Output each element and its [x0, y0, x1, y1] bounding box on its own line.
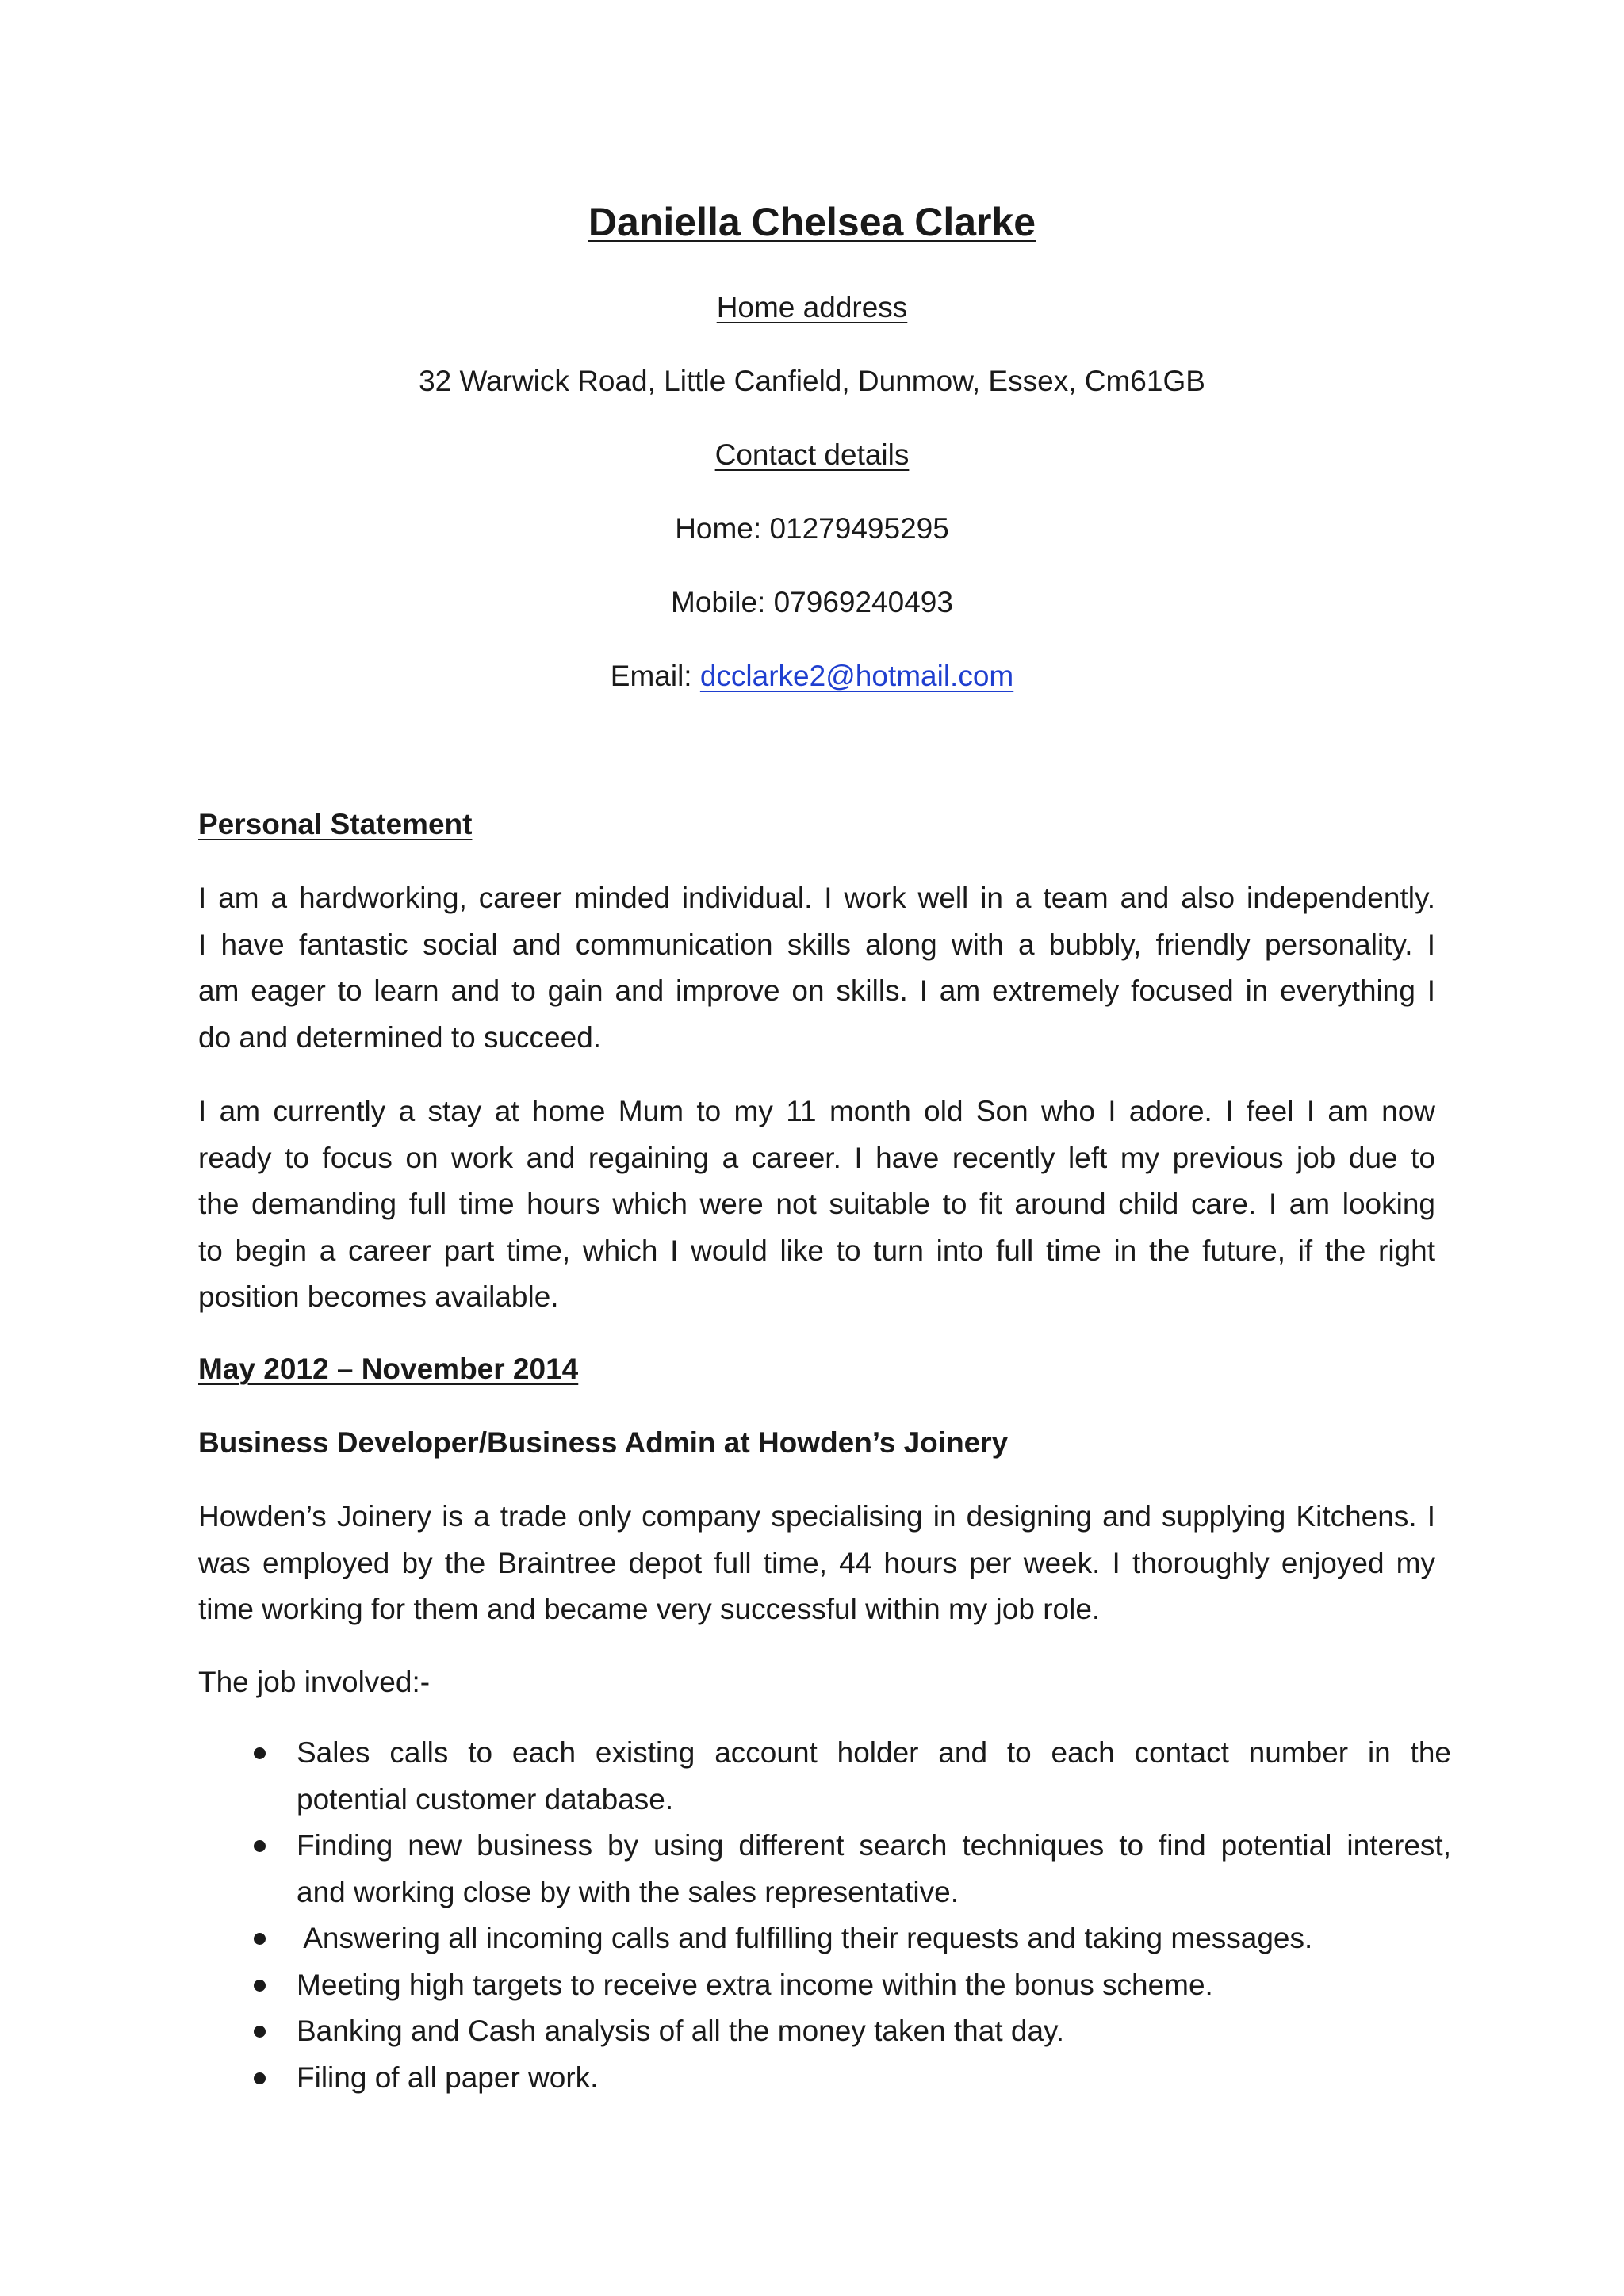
job-description	[198, 1494, 1435, 1633]
list-item	[198, 1730, 1451, 1823]
list-item-text: Banking and Cash analysis of all the money taken that day.	[297, 2015, 1065, 2047]
paragraph-line: am eager to learn and to gain and improve on skills. I am extremely focused in everything I	[198, 974, 1435, 1007]
paragraph-line: do and determined to succeed.	[198, 1020, 602, 1054]
list-item-text: potential customer database.	[297, 1782, 674, 1816]
paragraph-line: was employed by the Braintree depot full time, 44 hours per week. I thoroughly enjoyed my	[198, 1546, 1435, 1579]
list-item	[198, 1823, 1451, 1915]
list-item	[198, 2008, 1451, 2055]
paragraph-line: I am currently a stay at home Mum to my 11 month old Son who I adore. I feel I am now	[198, 1095, 1435, 1127]
list-item-text: Finding new business by using different search techniques to find potential interest,	[297, 1829, 1451, 1862]
address-text: 32 Warwick Road, Little Canfield, Dunmow, Essex, Cm61GB	[419, 365, 1205, 397]
contact-details-label: Contact details	[714, 438, 910, 471]
paragraph-line: time working for them and became very successful within my job role.	[198, 1593, 1101, 1625]
bullet-icon	[254, 1840, 266, 1852]
list-item	[198, 1915, 1451, 1962]
paragraph-line: Howden’s Joinery is a trade only company specialising in designing and supplying Kitchens. I	[198, 1500, 1435, 1533]
list-item-text: Filing of all paper work.	[297, 2061, 599, 2094]
job-involved-label: The job involved:-	[198, 1666, 431, 1698]
bullet-icon	[254, 2026, 266, 2038]
list-item	[198, 2055, 1451, 2102]
personal-statement-paragraph-2	[198, 1089, 1435, 1321]
email-line	[0, 657, 1624, 695]
bullet-icon	[254, 1980, 266, 1992]
list-item	[198, 1962, 1451, 2009]
paragraph-line: to begin a career part time, which I would like to turn into full time in the future, if the right	[198, 1234, 1435, 1267]
paragraph-line: I have fantastic social and communication skills along with a bubbly, friendly personality. I	[198, 928, 1435, 961]
paragraph-line: ready to focus on work and regaining a career. I have recently left my previous job due to	[198, 1141, 1435, 1174]
paragraph-line: I am a hardworking, career minded individual. I work well in a team and also independently.	[198, 882, 1435, 914]
personal-statement-heading: Personal Statement	[198, 808, 473, 840]
list-item-text: Meeting high targets to receive extra income within the bonus scheme.	[297, 1968, 1213, 2001]
list-item-text: Answering all incoming calls and fulfilling their requests and taking messages.	[297, 1922, 1313, 1954]
job-title-heading: Business Developer/Business Admin at Howden’s Joinery	[198, 1426, 1009, 1459]
email-link[interactable]: dcclarke2@hotmail.com	[699, 660, 1014, 692]
list-item-text: and working close by with the sales representative.	[297, 1875, 959, 1908]
home-phone: Home: 01279495295	[675, 512, 949, 545]
job-duties-list	[198, 1730, 1451, 2101]
bullet-icon	[254, 1933, 266, 1945]
job-dates-heading: May 2012 – November 2014	[198, 1353, 579, 1385]
mobile-phone: Mobile: 07969240493	[671, 586, 953, 618]
paragraph-line: the demanding full time hours which were not suitable to fit around child care. I am looking	[198, 1188, 1435, 1220]
paragraph-line: position becomes available.	[198, 1280, 559, 1313]
personal-statement-paragraph-1	[198, 875, 1435, 1061]
home-address-label: Home address	[716, 291, 908, 323]
bullet-icon	[254, 2072, 266, 2084]
email-label: Email:	[610, 660, 692, 692]
list-item-text: Sales calls to each existing account holder and to each contact number in the	[297, 1736, 1451, 1769]
candidate-name: Daniella Chelsea Clarke	[588, 200, 1036, 244]
bullet-icon	[254, 1747, 266, 1759]
